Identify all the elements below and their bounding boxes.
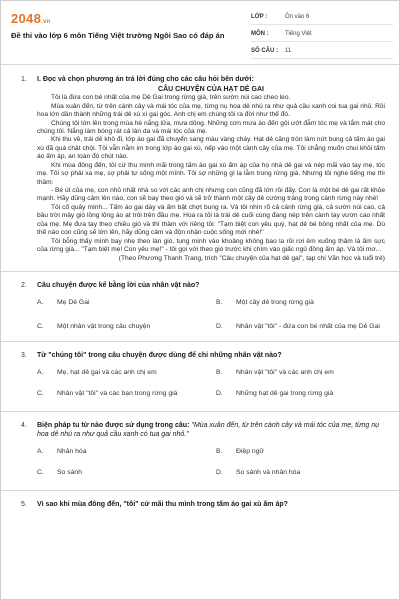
story-paragraph: Khi thu về, trái dẻ khô đi, lớp áo gai đã chuyển sang màu vàng cháy. Hạt dẻ căng tròn làm nứt bung cả tấm áo gai xù đã quá chật chội. Tôi vẫn nằm im trong lớp áo gai xù, nếp vào một cành cây của mẹ. Tôi chẳng muốn chui khỏi tấm áo ấm áp, an toàn đó chút nào. <box>37 136 385 161</box>
logo-suffix: .vn <box>41 19 51 25</box>
option-b[interactable] <box>216 448 385 462</box>
option-letter: D. <box>216 469 223 477</box>
story-paragraph: Khi mùa đông đến, tôi cứ thu mình mãi trong tấm áo gai xù ấm áp của họ nhà dẻ gai và nép mãi vào tay mẹ, tóc mẹ. Tôi sợ phải xa mẹ, sợ phải tự sống một mình. Tôi sợ những gì lạ lẫm trong rừng già. Nhưng tôi nghe tiếng mẹ thì thầm: <box>37 161 385 186</box>
option-text: Điệp ngữ <box>236 448 264 456</box>
question-text <box>37 281 385 290</box>
option-c[interactable] <box>37 469 206 483</box>
story-paragraph: Tôi là đứa con bé nhất của mẹ Dẻ Gai trong rừng già, trên sườn núi cao cheo leo. <box>51 94 291 102</box>
question-number: 3. <box>21 352 27 360</box>
option-text: So sánh <box>57 469 82 477</box>
option-a[interactable] <box>37 448 206 462</box>
site-logo[interactable] <box>11 11 51 28</box>
option-text: Nhân vật "tôi" và các anh chị em <box>236 369 334 377</box>
meta-class-label: LỚP : <box>251 13 268 20</box>
option-b[interactable] <box>216 369 385 383</box>
document-content <box>1 75 399 509</box>
meta-class-value: Ôn vào 6 <box>285 13 310 20</box>
option-c[interactable] <box>37 390 206 404</box>
option-letter: A. <box>37 448 44 456</box>
option-b[interactable] <box>216 299 385 313</box>
meta-subject-value: Tiếng Việt <box>285 30 312 37</box>
option-letter: C. <box>37 390 44 398</box>
section-heading: I. Đọc và chọn phương án trả lời đúng cho các câu hỏi bên dưới: <box>37 76 254 83</box>
answer-options <box>37 299 385 341</box>
question-text <box>37 421 385 439</box>
question-prompt: Biện pháp tu từ nào được sử dụng trong câu: <box>37 422 192 430</box>
question-4 <box>1 412 399 490</box>
question-text <box>37 351 385 360</box>
option-letter: D. <box>216 322 223 330</box>
meta-count <box>251 45 393 59</box>
story-paragraph: Chúng tôi lớn lên trong mùa hè nắng lửa, mưa dông. Những cơn mưa áo đến gội ướt đẫm tóc mẹ và tắm mát cho chúng tôi. Nắng làm bóng rát cả làn da và mái tóc của mẹ. <box>37 119 385 135</box>
question-number: 1. <box>21 76 27 83</box>
question-3 <box>1 342 399 411</box>
option-letter: D. <box>216 390 223 398</box>
option-text: So sánh và nhân hóa <box>236 469 301 477</box>
story-title: CÂU CHUYỆN CỦA HẠT DẺ GAI <box>158 86 264 94</box>
story-text <box>37 94 385 263</box>
story-paragraph: Tôi bỗng thấy mình bay nhẹ theo làn gió, tung mình vào khoảng không bao la rồi rơi êm xuống thảm lá ấm sực của rừng già... "Tạm biệt mẹ! Con yêu mẹ!" - tôi gọi với theo gió trước khi chìm vào giấc ngủ đông ấm áp. Và tôi mơ... <box>37 237 385 254</box>
meta-count-value: 11 <box>285 47 292 54</box>
reading-section <box>1 75 399 263</box>
option-letter: A. <box>37 299 44 307</box>
option-text: Mẹ Dẻ Gai <box>57 299 90 307</box>
story-paragraph: Mùa xuân đến, từ trên cành cây và mái tóc của mẹ, từng nụ hoa dẻ nhú ra như quả cầu xanh coi tua gai nhỏ. Rồi hoa lớn dần thành những trái dẻ xù xì gai góc. Anh chị em chúng tôi ra đời như thế đó. <box>37 102 385 119</box>
option-text: Nhân hóa <box>57 448 87 456</box>
document-title: Đề thi vào lớp 6 môn Tiếng Việt trường Ngôi Sao có đáp án <box>11 31 225 40</box>
option-a[interactable] <box>37 369 206 383</box>
meta-class <box>251 11 393 25</box>
story-source: (Theo Phương Thanh Trang, trích "Câu chuyện của hạt dẻ gai", tạp chí Văn học và tuổi trẻ) <box>118 254 385 262</box>
option-d[interactable] <box>216 469 385 483</box>
option-text: Một nhân vật trong câu chuyện <box>57 322 151 330</box>
option-letter: B. <box>216 448 223 456</box>
page-header <box>1 1 399 65</box>
option-text: Nhân vật "tôi" và các bạn trong rừng già <box>57 390 178 398</box>
meta-subject <box>251 28 393 42</box>
story-paragraph: - Bé út của mẹ, con nhỏ nhất nhà so với các anh chị nhưng con cũng đã lớn rồi đấy. Con là một bé dẻ gai rất khỏe mạnh. Hãy dũng cảm lên nào, con sẽ bay theo gió và sẽ trở thành một cây dẻ cường tráng trong cánh rừng này nhé! <box>37 187 385 203</box>
logo-text: 2048 <box>11 11 42 26</box>
question-prompt: Từ "chúng tôi" trong câu chuyện được dùng để chỉ những nhân vật nào? <box>37 352 282 360</box>
answer-options <box>37 448 385 490</box>
option-c[interactable] <box>37 320 206 334</box>
document-meta <box>251 11 393 62</box>
option-letter: A. <box>37 369 44 377</box>
option-d[interactable] <box>216 390 385 404</box>
option-letter: C. <box>37 322 44 330</box>
option-letter: B. <box>216 299 223 307</box>
option-letter: C. <box>37 469 44 477</box>
option-text: Một cây dẻ trong rừng già <box>236 299 314 307</box>
question-prompt: Câu chuyện được kể bằng lời của nhân vật nào? <box>37 281 200 289</box>
question-number: 5. <box>21 501 27 509</box>
question-text <box>37 500 385 509</box>
meta-subject-label: MÔN : <box>251 30 269 37</box>
question-quote: "Mùa xuân đến, từ trên cành cây và mái tóc của mẹ, từng nụ hoa dẻ nhú ra như quả cầu xanh có tua gai nhỏ." <box>37 422 379 439</box>
option-letter: B. <box>216 369 223 377</box>
option-text: Nhân vật "tôi" - đứa con bé nhất của mẹ Dẻ Gai <box>236 322 380 330</box>
question-number: 4. <box>21 422 27 430</box>
question-5 <box>1 491 399 509</box>
option-d[interactable] <box>216 320 385 334</box>
answer-options <box>37 369 385 411</box>
meta-count-label: SỐ CÂU : <box>251 47 278 54</box>
story-paragraph: Tôi cố quây mình... Tấm áo gai dày và ấm bật chợt bung ra. Và tôi nhìn rõ cả cánh rừng già, cả sườn núi cao, cả bầu trời mây gió lồng lộng áo ạt trôi trên đầu mẹ. Hoa ra tôi là trái dẻ cuối cùng đang nép trên cành tay vươn cao nhất của mẹ. Mẹ đưa tay theo chiều gió và thì thầm với riêng tôi: "Tạm biệt con yêu quý, hạt dẻ bé bỏng nhất của mẹ. Dù thế nào con cũng sẽ lớn lên, hãy dũng cảm và độn nhận cuộc sống mới nhé!" <box>37 203 385 237</box>
question-prompt: Vì sao khi mùa đông đến, "tôi" cứ mãi thu mình trong tấm áo gai xù ấm áp? <box>37 501 288 509</box>
question-number: 2. <box>21 281 27 289</box>
option-text: Mẹ, hạt dẻ gai và các anh chị em <box>57 369 157 377</box>
option-a[interactable] <box>37 299 206 313</box>
question-2 <box>1 272 399 341</box>
option-text: Những hạt dẻ gai trong rừng già <box>236 390 334 398</box>
